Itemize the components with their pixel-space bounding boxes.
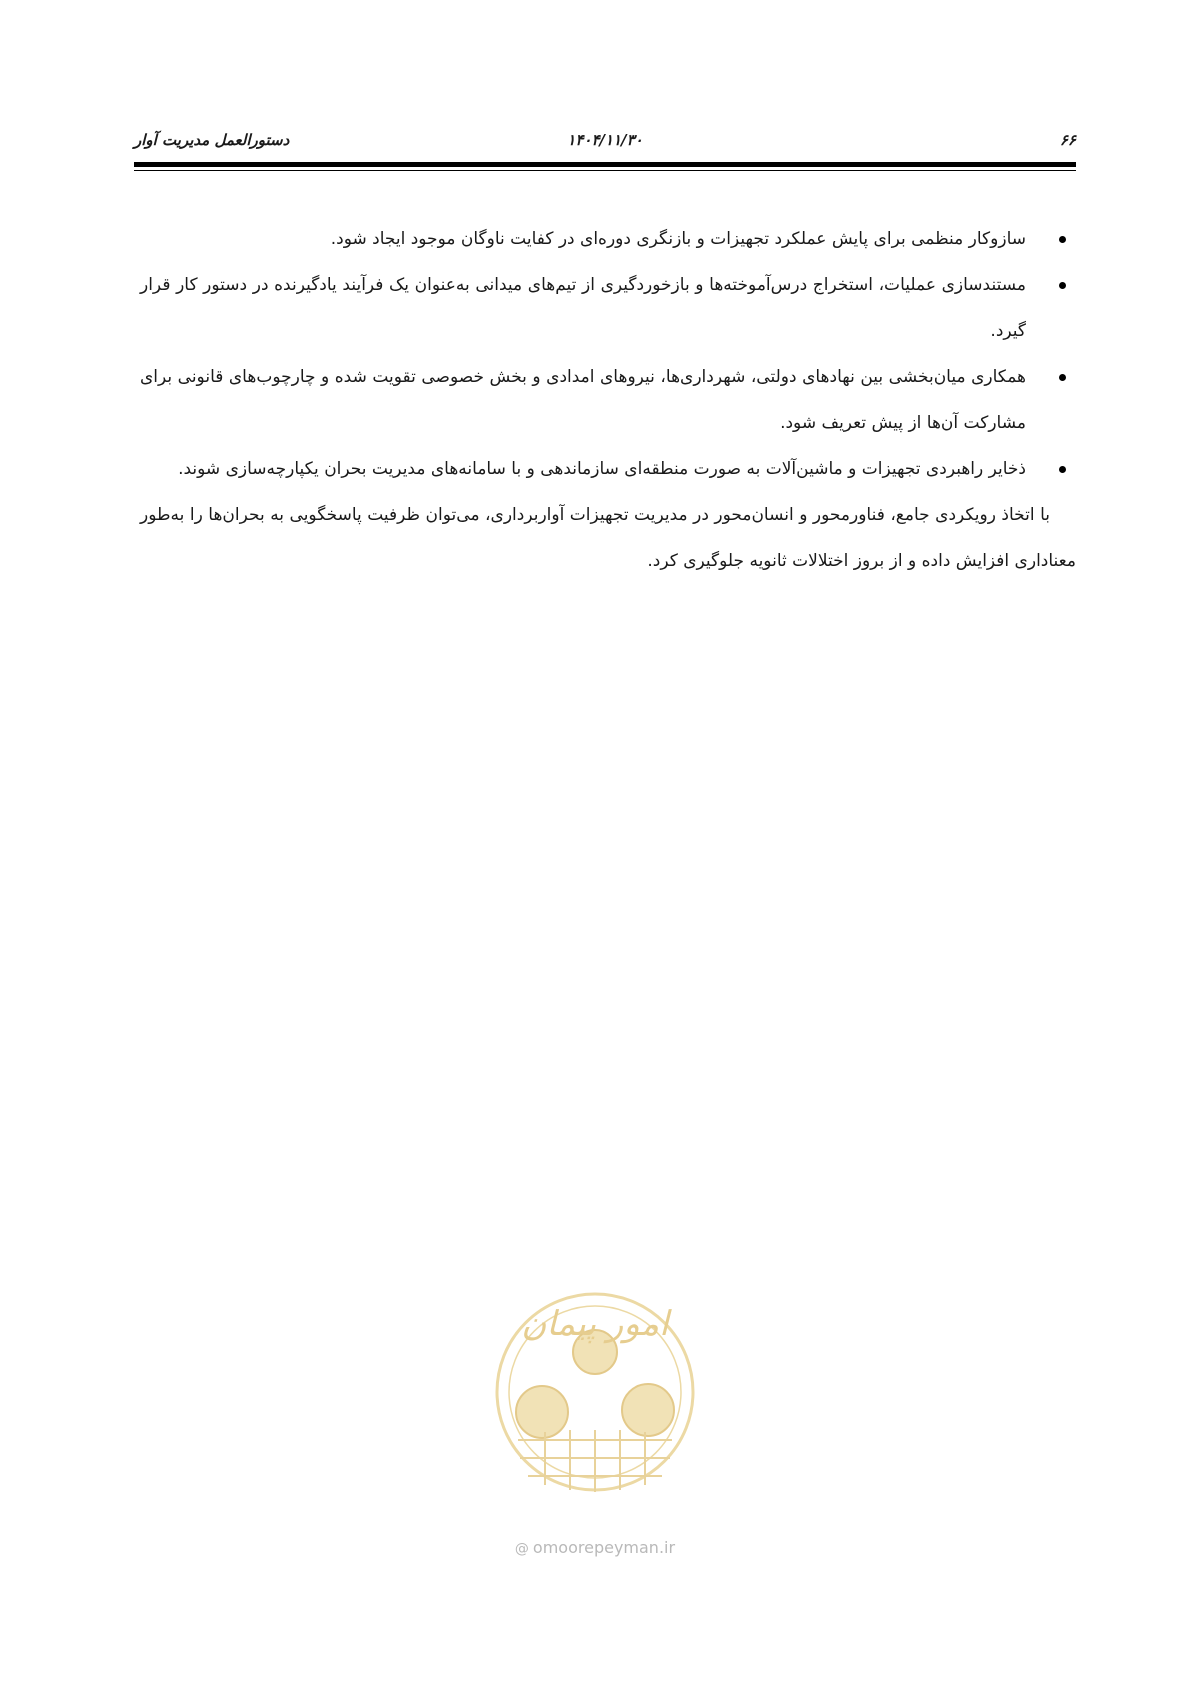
at-sign-icon: @: [514, 1541, 529, 1557]
header-date: ۱۴۰۴/۱۱/۳۰: [567, 131, 643, 149]
list-item: ذخایر راهبردی تجهیزات و ماشین‌آلات به صورت منطقه‌ای سازماندهی و با سامانه‌های مدیریت بحران یکپارچه‌سازی شوند.: [140, 446, 1076, 492]
list-item: مستندسازی عملیات، استخراج درس‌آموخته‌ها و بازخوردگیری از تیم‌های میدانی به‌عنوان یک فرآیند یادگیرنده در دستور کار قرار گیرد.: [140, 262, 1076, 354]
page-number: ۶۶: [1059, 131, 1076, 149]
document-title: دستورالعمل مدیریت آوار: [134, 131, 290, 149]
watermark-url-text: omoorepeyman.ir: [532, 1538, 676, 1557]
watermark-url: [490, 1538, 700, 1557]
list-item: سازوکار منظمی برای پایش عملکرد تجهیزات و بازنگری دوره‌ای در کفایت ناوگان موجود ایجاد شود.: [140, 216, 1076, 262]
page-header: [134, 128, 1076, 152]
stamp-graphic: [490, 1280, 700, 1510]
watermark-stamp-logo: [490, 1280, 700, 1510]
conclusion-paragraph: با اتخاذ رویکردی جامع، فناورمحور و انسان‌محور در مدیریت تجهیزات آواربرداری، می‌توان ظرفیت پاسخگویی به بحران‌ها را به‌طور معناداری افزایش داده و از بروز اختلالات ثانویه جلوگیری کرد.: [140, 505, 1076, 571]
header-rule-thin: [134, 170, 1076, 171]
stamp-text: امور پیمان: [521, 1304, 669, 1344]
list-item: همکاری میان‌بخشی بین نهادهای دولتی، شهرداری‌ها، نیروهای امدادی و بخش خصوصی تقویت شده و چارچوب‌های قانونی برای مشارکت آن‌ها از پیش تعریف شود.: [140, 354, 1076, 446]
body-content: [140, 216, 1076, 584]
recommendation-list: [140, 216, 1076, 492]
header-rule-thick: [134, 162, 1076, 167]
